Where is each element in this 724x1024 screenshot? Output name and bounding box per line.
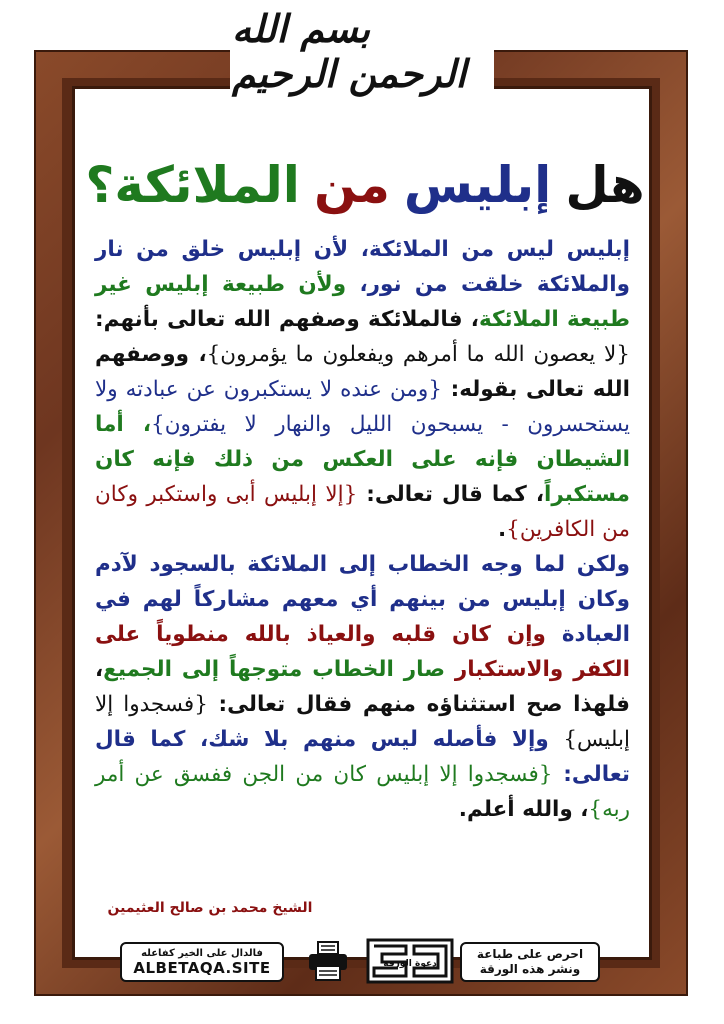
p1-segment-7: ، كما قال تعالى: [357,482,544,507]
p1-segment-3: ولأن طبيعة إبليس غير طبيعة الملائكة [95,272,630,332]
print-reminder-line-2: ونشر هذه الورقة [479,962,581,976]
p2-segment-4: ، فلهذا صح استثناؤه منهم فقال تعالى: [95,657,630,717]
quran-quote-1: {لا يعصون الله ما أمرهم ويفعلون ما يؤمرون} [206,342,630,367]
website-box[interactable] [120,942,284,982]
p1-segment-8: . [497,517,507,542]
p2-segment-1: ولكن لما وجه الخطاب إلى الملائكة بالسجود لآدم وكان إبليس من بينهم أي معهم مشاركاً لهم في العبادة [95,552,630,647]
title-word-1: هل [565,156,645,214]
p2-segment-5: وإلا فأصله ليس منهم بلا شك، كما قال تعالى: [95,727,631,787]
author-signature: الشيخ محمد بن صالح العثيمين [107,900,313,916]
quran-quote-3: {إلا إبليس أبى واستكبر وكان من الكافرين} [95,482,630,542]
title-word-2: إبليس [403,156,552,214]
website-url[interactable]: ALBETAQA.SITE [133,958,271,977]
quran-quote-2: {ومن عنده لا يستكبرون عن عبادته ولا يستحسرون - يسبحون الليل والنهار لا يفترون} [95,377,630,437]
printer-icon [306,940,350,982]
p2-segment-3: صار الخطاب متوجهاً إلى الجميع [103,657,455,682]
p2-segment-2: وإن كان قلبه والعياذ بالله منطوياً على الكفر والاستكبار [95,622,630,682]
p1-segment-5: ، ووصفهم الله تعالى بقوله: [95,342,630,402]
title-word-3: من [313,156,390,214]
footer [120,938,600,984]
p1-segment-2: ، لأن إبليس خلق من نار والملائكة خلقت من نور، [95,237,630,297]
p1-segment-6: ، أما الشيطان فإنه على العكس من ذلك فإنه كان مستكبراً [95,412,630,507]
basmala-calligraphy: بسم الله الرحمن الرحيم [232,6,467,96]
quran-quote-5: {فسجدوا إلا إبليس كان من الجن ففسق عن أمر ربه} [95,762,630,822]
kufic-logo-icon [366,938,454,984]
page-title [85,150,645,220]
quran-quote-4: {فسجدوا إلا إبليس} [95,692,630,752]
article-body [95,232,630,827]
logo-text: دعوة الورقة [383,959,437,969]
title-word-4: الملائكة؟ [85,156,300,214]
print-reminder-line-1: احرص على طباعة [476,947,584,961]
proverb-text: فالدال على الخير كفاعله [141,947,263,959]
print-reminder-box [460,942,600,982]
p1-segment-1: إبليس ليس من الملائكة [368,237,630,262]
p1-segment-4: ، فالملائكة وصفهم الله تعالى بأنهم: [95,307,479,332]
p2-segment-6: ، والله أعلم. [458,797,589,822]
